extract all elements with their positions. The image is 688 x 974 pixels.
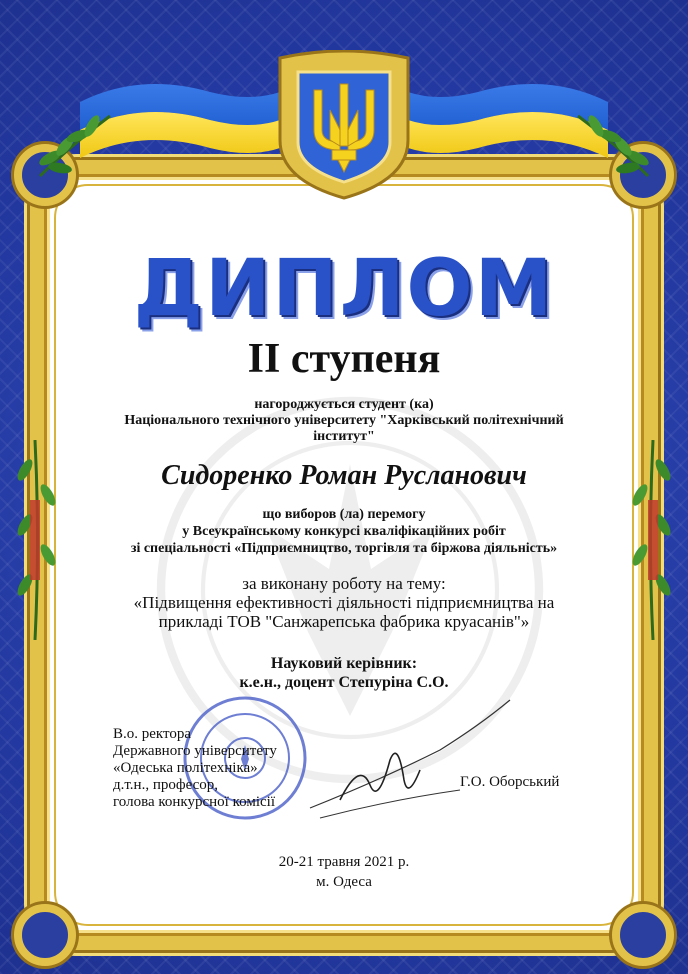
contest-line: у Всеукраїнському конкурсі кваліфікаційних робіт [182,524,506,539]
trident-coat-of-arms-icon [272,50,416,200]
frame-corner-ornament [612,904,674,966]
date-place [0,852,688,892]
laurel-branch-icon [30,96,120,186]
award-city: м. Одеса [316,874,372,890]
specialty-line: зі спеціальності «Підприємництво, торгівля та біржова діяльність» [130,541,558,556]
signatory-role: голова конкурсної комісії [113,794,275,810]
diploma-degree: ІІ ступеня [247,336,441,382]
award-date: 20-21 травня 2021 р. [278,854,410,870]
recipient-name: Сидоренко Роман Русланович [161,460,527,491]
university-line-2: інститут" [313,429,375,444]
signatory-university: Державного університету [113,743,277,759]
supervisor-name: к.е.н., доцент Степуріна С.О. [239,674,449,691]
supervisor-label: Науковий керівник: [270,655,418,672]
topic-line-1: «Підвищення ефективності діяльності підприємництва на [133,593,555,612]
signatory-degree: д.т.н., професор, [113,777,219,793]
awarded-line: нагороджується студент (ка) [254,397,434,412]
university-line-1: Національного технічного університету "Харківський політехнічний [124,413,564,428]
diploma-title: ДИПЛОМ [133,244,555,334]
won-line: що виборов (ла) перемогу [262,507,426,522]
topic-intro: за виконану роботу на тему: [242,574,446,593]
signatory-name: Г.О. Оборський [460,774,560,790]
signatory-university-name: «Одеська політехніка» [113,760,258,776]
signatory-position: В.о. ректора [113,726,192,742]
topic-line-2: прикладі ТОВ "Санжарепська фабрика круасанів"» [158,612,530,631]
handwritten-signature [300,690,520,830]
signatory-block [113,726,277,811]
frame-corner-ornament [14,904,76,966]
laurel-branch-icon [568,96,658,186]
